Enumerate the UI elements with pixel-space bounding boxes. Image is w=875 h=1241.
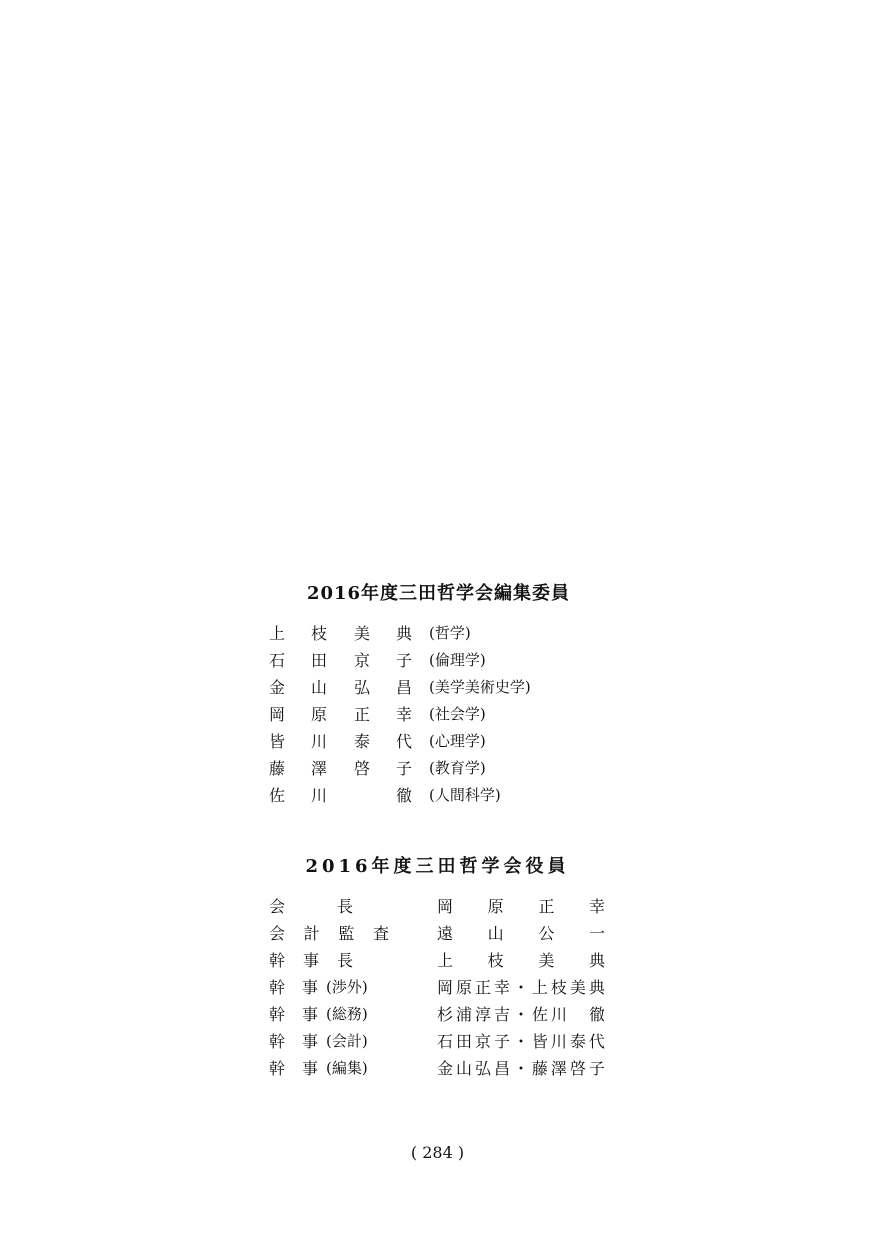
officer-person-char: 泰 xyxy=(569,1032,586,1051)
officer-role-char: 査 xyxy=(372,924,389,943)
editor-row xyxy=(269,701,609,728)
officer-role-char: 幹 xyxy=(269,1005,286,1024)
officer-role-char: 事 xyxy=(302,1059,319,1078)
officer-person-char: 澤 xyxy=(550,1059,567,1078)
officer-role-char: 会 xyxy=(269,924,286,943)
officer-person-char xyxy=(570,1001,586,1028)
officer-person-char: 佐 xyxy=(532,1005,549,1024)
editor-row xyxy=(269,620,609,647)
officer-row xyxy=(269,1055,609,1082)
officer-person xyxy=(437,947,605,974)
officer-row xyxy=(269,1028,609,1055)
officer-role-char: 事 xyxy=(302,1032,319,1051)
editors-list xyxy=(269,620,609,809)
officer-role xyxy=(269,974,389,1001)
officer-person-char: 遠 xyxy=(437,924,454,943)
officer-person-char: 藤 xyxy=(531,1059,548,1078)
editor-department: (哲学) xyxy=(429,624,471,642)
officer-person-char: 代 xyxy=(588,1032,605,1051)
officer-person-char: 枝 xyxy=(487,951,504,970)
page-number: ( 284 ) xyxy=(410,1143,465,1162)
editor-name-char: 原 xyxy=(311,705,328,724)
editor-name-char: 子 xyxy=(396,651,413,670)
officer-row xyxy=(269,920,609,947)
officer-role xyxy=(269,1001,389,1028)
officer-person-char: 川 xyxy=(550,1032,567,1051)
officer-person-char: 淳 xyxy=(475,1005,492,1024)
editor-name-char: 幸 xyxy=(396,705,413,724)
officer-row xyxy=(269,974,609,1001)
officer-row xyxy=(269,893,609,920)
officer-role-char: 計 xyxy=(303,924,320,943)
officer-person-char: 石 xyxy=(437,1032,454,1051)
officer-person-char: 公 xyxy=(538,924,555,943)
officer-person xyxy=(437,893,605,920)
officer-person-char: 山 xyxy=(455,1059,472,1078)
officer-role-char: 監 xyxy=(338,924,355,943)
editor-name-char: 子 xyxy=(396,759,413,778)
editor-row xyxy=(269,647,609,674)
officer-role-char: 事 xyxy=(302,978,319,997)
officer-person-char: 正 xyxy=(538,897,555,916)
officer-person-char: 幸 xyxy=(588,897,605,916)
editor-name xyxy=(269,620,415,647)
editor-department: (美学美術史学) xyxy=(429,678,531,696)
officer-person-char: 枝 xyxy=(550,978,567,997)
officer-row xyxy=(269,947,609,974)
editor-name-char: 金 xyxy=(269,678,286,697)
editor-name-char: 皆 xyxy=(269,732,286,751)
editor-name-char: 岡 xyxy=(269,705,286,724)
officer-person xyxy=(437,1055,605,1082)
officer-person-char: 杉 xyxy=(437,1005,454,1024)
officer-role-char: 事 xyxy=(302,1005,319,1024)
officer-person-char: 上 xyxy=(531,978,548,997)
officer-person-char: 岡 xyxy=(437,897,454,916)
editor-name xyxy=(269,782,415,809)
editor-name-char: 川 xyxy=(311,732,328,751)
officer-role-char: 幹 xyxy=(269,1059,286,1078)
officer-person-char: 幸 xyxy=(493,978,510,997)
officer-person-char: 川 xyxy=(551,1005,568,1024)
officer-person-char: ・ xyxy=(512,1059,529,1078)
officer-person-char: 原 xyxy=(487,897,504,916)
officer-role xyxy=(269,1055,389,1082)
editor-name-char: 昌 xyxy=(396,678,413,697)
officer-person-char: ・ xyxy=(512,978,529,997)
editor-name-char: 弘 xyxy=(354,678,371,697)
editor-name-char: 山 xyxy=(311,678,328,697)
officer-person-char: 啓 xyxy=(569,1059,586,1078)
officer-person-char: 京 xyxy=(474,1032,491,1051)
officer-person-char: ・ xyxy=(512,1032,529,1051)
officers-section-title: 2016年度三田哲学会役員 xyxy=(305,856,570,877)
officer-role-char: 長 xyxy=(336,897,353,916)
officer-person-char: 徹 xyxy=(588,1005,605,1024)
officer-role xyxy=(269,1028,389,1055)
officers-list xyxy=(269,893,609,1082)
officer-person-char: 岡 xyxy=(437,978,454,997)
officer-person-char: 一 xyxy=(588,924,605,943)
officer-person-char: 美 xyxy=(569,978,586,997)
editor-department: (倫理学) xyxy=(429,651,486,669)
editor-name-char: 典 xyxy=(396,624,413,643)
editor-name-char: 枝 xyxy=(311,624,328,643)
officer-person-char: 浦 xyxy=(456,1005,473,1024)
editor-row xyxy=(269,782,609,809)
officer-role-char: 幹 xyxy=(269,1032,286,1051)
officer-person-char: 子 xyxy=(493,1032,510,1051)
editor-name xyxy=(269,674,415,701)
officer-person-char: 皆 xyxy=(531,1032,548,1051)
officer-role-detail: (編集) xyxy=(326,1059,368,1077)
officer-person-char: 原 xyxy=(455,978,472,997)
officer-role-char: 幹 xyxy=(269,978,286,997)
editor-name xyxy=(269,701,415,728)
editor-name-char: 石 xyxy=(269,651,286,670)
officer-role xyxy=(269,920,389,947)
officer-row xyxy=(269,1001,609,1028)
officer-person xyxy=(437,920,605,947)
editor-name-char: 泰 xyxy=(354,732,371,751)
officer-role xyxy=(269,947,353,974)
officer-role-detail: (渉外) xyxy=(326,978,368,996)
officer-person-char: ・ xyxy=(513,1005,530,1024)
editor-name-char: 澤 xyxy=(311,759,328,778)
officer-role-char: 幹 xyxy=(269,951,286,970)
editor-name-char: 徹 xyxy=(396,786,413,805)
editor-department: (教育学) xyxy=(429,759,486,777)
editor-row xyxy=(269,728,609,755)
editor-row xyxy=(269,755,609,782)
officer-role-char: 長 xyxy=(336,951,353,970)
officer-person-char: 弘 xyxy=(474,1059,491,1078)
officer-role-char: 事 xyxy=(302,951,319,970)
officer-person xyxy=(437,1028,605,1055)
editor-name-char: 川 xyxy=(311,786,328,805)
editor-name-char: 正 xyxy=(354,705,371,724)
editor-row xyxy=(269,674,609,701)
officer-person-char: 正 xyxy=(474,978,491,997)
officer-person-char: 田 xyxy=(455,1032,472,1051)
editor-name-char: 佐 xyxy=(269,786,286,805)
officer-person xyxy=(437,1001,605,1028)
editor-name-char: 啓 xyxy=(354,759,371,778)
officer-person-char: 上 xyxy=(437,951,454,970)
officer-person-char: 典 xyxy=(588,951,605,970)
editor-department: (人間科学) xyxy=(429,786,501,804)
officer-person-char: 昌 xyxy=(493,1059,510,1078)
editor-name xyxy=(269,728,415,755)
officer-role-detail: (会計) xyxy=(326,1032,368,1050)
editor-department: (心理学) xyxy=(429,732,486,750)
officer-role-char: 会 xyxy=(269,897,286,916)
officer-person-char: 子 xyxy=(588,1059,605,1078)
editor-name-char: 代 xyxy=(396,732,413,751)
editor-name xyxy=(269,647,415,674)
officer-role-detail: (総務) xyxy=(326,1005,368,1023)
officer-person-char: 美 xyxy=(538,951,555,970)
officer-person-char: 吉 xyxy=(494,1005,511,1024)
editor-name-char: 美 xyxy=(354,624,371,643)
editor-name xyxy=(269,755,415,782)
officer-role xyxy=(269,893,353,920)
editors-section-title: 2016年度三田哲学会編集委員 xyxy=(306,583,571,604)
editor-name-char: 田 xyxy=(311,651,328,670)
officer-person xyxy=(437,974,605,1001)
editor-name-char: 京 xyxy=(354,651,371,670)
officer-person-char: 山 xyxy=(487,924,504,943)
officer-person-char: 金 xyxy=(437,1059,454,1078)
officer-person-char: 典 xyxy=(588,978,605,997)
editor-name-char: 藤 xyxy=(269,759,286,778)
editor-name-char: 上 xyxy=(269,624,286,643)
editor-department: (社会学) xyxy=(429,705,486,723)
